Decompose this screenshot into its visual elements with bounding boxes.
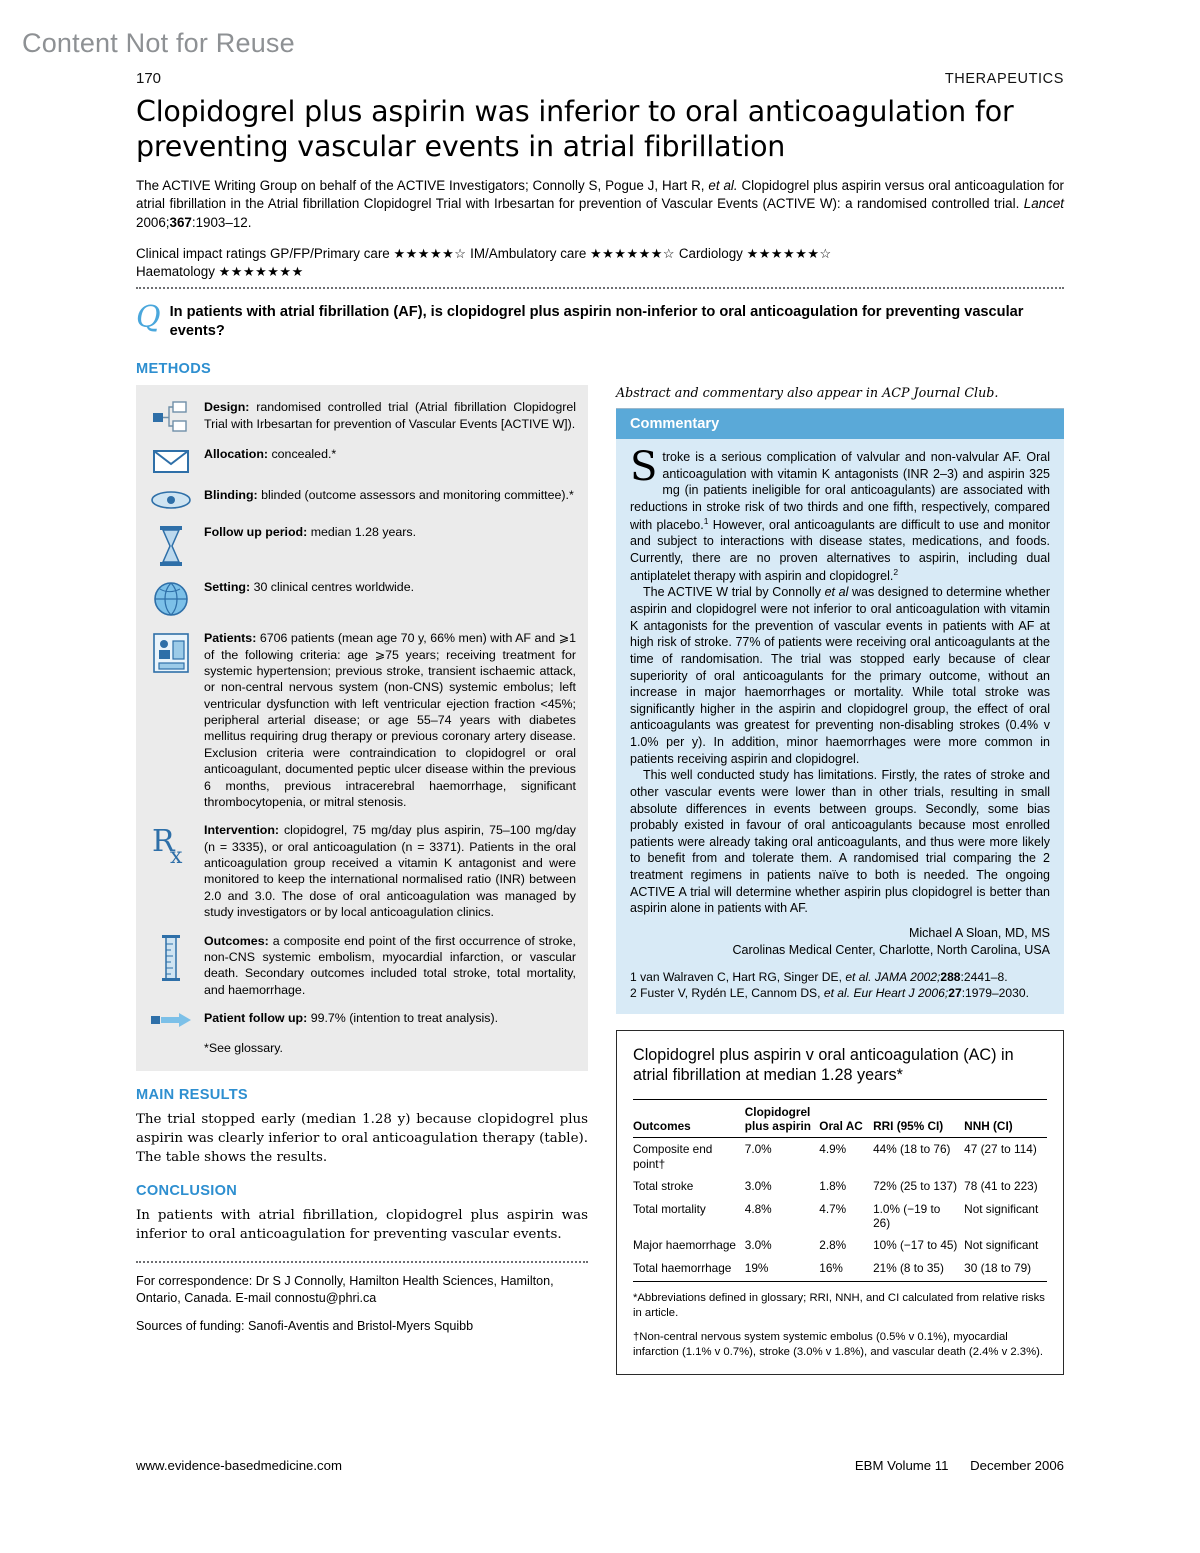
reference-item [630,985,1050,1001]
cell-clopidogrel: 7.0% [744,1142,772,1157]
methods-item [148,524,576,567]
methods-item-text [204,399,576,432]
reference-etal: et al. [845,969,872,984]
cell-outcome: Total haemorrhage [633,1257,745,1282]
main-results-heading: MAIN RESULTS [136,1087,248,1104]
methods-item [148,579,576,618]
results-table-title: Clopidogrel plus aspirin v oral anticoagulation (AC) in atrial fibrillation at median 1.28 years* [633,1045,1014,1084]
column-header-outcomes: Outcomes [633,1100,745,1138]
arrow-icon [148,1010,194,1029]
cell-oral-ac: 4.7% [819,1201,847,1216]
globe-icon [148,579,194,618]
svg-text:x: x [170,844,183,868]
footer-date: December 2006 [970,1458,1064,1473]
page-footer [136,1458,1064,1473]
cell-nnh: Not significant [964,1238,1039,1253]
prescription-icon [148,822,194,867]
divider-dotted-top [136,287,1064,289]
left-column [136,385,588,1346]
commentary-affiliation: Carolinas Medical Center, Charlotte, North Carolina, USA [732,942,1050,957]
running-header [136,70,1064,87]
commentary-references [616,959,1064,1002]
reference-number: 2 [630,986,637,1001]
methods-item-label: Intervention: [204,823,280,838]
impact-ratings [136,245,1064,281]
eye-icon [148,487,194,512]
cell-rri: 21% (8 to 35) [873,1257,964,1282]
commentary-ref-2: 2 [893,566,899,577]
methods-item-text [204,446,336,462]
rating-name-0: GP/FP/Primary care [269,246,390,262]
methods-footnote: *See glossary. [204,1041,283,1056]
table-header-row [633,1100,1047,1138]
methods-item [148,446,576,475]
reference-etal: et al. [823,986,851,1001]
methods-item-label: Patients: [204,631,257,646]
rating-stars-0: ★★★★★☆ [393,246,467,262]
ruler-icon [148,933,194,982]
footer-website: www.evidence-basedmedicine.com [136,1458,342,1473]
funding-text: Sources of funding: Sanofi-Aventis and Bristol-Myers Squibb [136,1319,474,1334]
cell-oral-ac: 16% [819,1257,873,1282]
methods-item [148,933,576,999]
conclusion-heading: CONCLUSION [136,1183,238,1200]
commentary-paragraph-3: This well conducted study has limitations. Firstly, the rates of stroke and other vascular events were lower than in other trials, resulting in small absolute differences in events between groups. Secondly, some bias probably existed in favour of oral anticoagulants because most enrolled patients were already taking oral anticoagulants, and thus were more likely to benefit from and tolerate them. A randomised trial comparing the 2 treatment regimens in patients naïve to both is needed. The ongoing ACTIVE A trial will determine whether aspirin plus clopidogrel is better than aspirin alone in patients with AF. [630,768,1050,916]
commentary-paragraph-1 [630,444,1050,584]
page-title: Clopidogrel plus aspirin was inferior to oral anticoagulation for preventing vascular events in atrial fibrillation [136,95,1014,163]
cell-clopidogrel: 3.0% [744,1238,772,1253]
reference-volume: 288 [940,969,961,984]
divider-dotted-bottom [136,1261,588,1263]
citation-part-4: :1903–12. [191,214,252,230]
methods-item-value: 99.7% (intention to treat analysis). [307,1011,499,1026]
methods-box [136,385,588,1071]
commentary-p1-text: troke is a serious complication of valvular and non-valvular AF. Oral anticoagulation with vitamin K antagonists (INR 2–3) and aspirin 325 mg (in patients ineligible for oral anticoagulants) are associated with reductions in stroke risk of two thirds and one fifth, respectively, compared with placebo. [630,450,1050,532]
question-mark-icon: Q [136,300,161,336]
reference-authors: van Walraven C, Hart RG, Singer DE, [640,969,846,984]
ratings-label: Clinical impact ratings [136,246,267,262]
table-row [633,1257,1047,1282]
reference-authors: Fuster V, Rydén LE, Cannom DS, [640,986,824,1001]
commentary-p2-a: The ACTIVE W trial by Connolly [643,585,825,600]
commentary-signature [616,917,1064,959]
commentary-paragraph-2 [630,584,1050,767]
rating-stars-2: ★★★★★★☆ [746,246,832,262]
commentary-author: Michael A Sloan, MD, MS [908,925,1050,940]
methods-item [148,822,576,920]
conclusion-text: In patients with atrial fibrillation, clopidogrel plus aspirin was inferior to oral anticoagulation for preventing vascular events. [136,1208,588,1243]
methods-item-value: blinded (outcome assessors and monitoring committee).* [257,488,574,503]
methods-item-text [204,1010,498,1026]
cell-oral-ac: 2.8% [819,1238,847,1253]
cell-rri: 72% (25 to 137) [873,1179,958,1194]
reference-number: 1 [630,969,637,984]
citation-part-1: The ACTIVE Writing Group on behalf of the ACTIVE Investigators; Connolly S, Pogue J, Hart R, [136,177,709,193]
citation-volume: 367 [169,214,192,230]
commentary-ref-1: 1 [703,515,709,526]
acp-note: Abstract and commentary also appear in ACP Journal Club. [616,385,999,401]
watermark-text: Content Not for Reuse [22,28,295,58]
methods-item [148,487,576,512]
commentary-p1-tail: However, oral anticoagulants are difficult to use and monitor and subject to interactions with disease states, medications, and foods. Currently, there are no proven alternatives to aspirin, including dual antiplatelet therapy with aspirin and clopidogrel. [630,517,1050,583]
methods-item-text [204,630,576,810]
hourglass-icon [148,524,194,567]
question-text: In patients with atrial fibrillation (AF), is clopidogrel plus aspirin non-inferior to oral anticoagulation for preventing vascular events? [169,304,1024,340]
methods-item-label: Patient follow up: [204,1011,308,1026]
column-header-rri: RRI (95% CI) [873,1100,964,1138]
patients-icon [148,630,194,675]
cell-outcome: Total mortality [633,1201,706,1216]
table-row [633,1175,1047,1197]
two-column-layout [136,385,1064,1375]
column-header-nnh: NNH (CI) [964,1100,1047,1138]
methods-item-value: 6706 patients (mean age 70 y, 66% men) with AF and ⩾1 of the following criteria: age ⩾75 years; receiving treatment for systemic hypertension; previous stroke, transient ischaemic attack, or non-central nervous system (non-CNS) systemic embolus; left ventricular dysfunction with left ventricular ejection fraction <45%; peripheral arterial disease; or age 55–74 years with diabetes mellitus requiring drug therapy or previous coronary artery disease. Exclusion criteria were contraindication to clopidogrel or oral anticoagulant, documented peptic ulcer disease within the previous 6 months, previous intracerebral haemorrhage, significant thrombocytopenia, or mitral stenosis. [204,631,576,809]
cell-rri: 1.0% (−19 to 26) [873,1201,941,1230]
commentary-panel [616,409,1064,1013]
rating-name-2: Cardiology [678,246,743,262]
table-row [633,1234,1047,1256]
footer-volume: EBM Volume 11 [854,1458,949,1473]
right-column [616,385,1064,1375]
methods-item-text [204,487,574,503]
table-note-1: *Abbreviations defined in glossary; RRI, NNH, and CI calculated from relative risks in article. [633,1292,1045,1320]
reference-journal: Eur Heart J 2006; [850,986,949,1001]
citation-journal: Lancet [1023,196,1064,212]
methods-item-text [204,933,576,999]
citation [136,177,1064,233]
methods-item-label: Design: [204,400,250,415]
column-header-oral-ac: Oral AC [819,1100,873,1138]
methods-item-text [204,524,416,540]
cell-nnh: 30 (18 to 79) [964,1257,1047,1282]
citation-part-3: 2006; [136,214,170,230]
correspondence-text: For correspondence: Dr S J Connolly, Hamilton Health Sciences, Hamilton, Ontario, Canada. E-mail connostu@phri.ca [136,1273,554,1305]
cell-outcome: Total stroke [633,1179,694,1194]
methods-item-text [204,822,576,920]
methods-item-label: Allocation: [204,447,269,462]
table-row [633,1198,1047,1235]
reference-pages: :1979–2030. [961,986,1029,1001]
methods-item-value: clopidogrel, 75 mg/day plus aspirin, 75–100 mg/day (n = 3335), or oral anticoagulation (n = 3371). Patients in the oral anticoagulation group received a vitamin K antagonist and were monitored to keep the international normalised ratio (INR) between 2.0 and 3.0. The dose of oral anticoagulation was managed by study investigators or by local anticoagulation clinics. [204,823,576,920]
flowchart-icon [148,399,194,434]
cell-nnh: Not significant [964,1201,1039,1216]
cell-clopidogrel: 19% [745,1257,820,1282]
cell-nnh: 78 (41 to 223) [964,1179,1038,1194]
cell-clopidogrel: 4.8% [744,1201,772,1216]
results-table-box [616,1030,1064,1376]
methods-heading: METHODS [136,361,212,378]
commentary-heading: Commentary [616,409,1064,439]
commentary-p2-italic: et al [824,585,849,600]
commentary-body [616,439,1064,917]
rating-name-3: Haematology [136,264,215,280]
rating-stars-1: ★★★★★★☆ [590,246,676,262]
reference-journal: JAMA 2002; [871,969,941,984]
methods-item-value: median 1.28 years. [307,525,417,540]
methods-item-value: concealed.* [268,447,337,462]
methods-item-value: randomised controlled trial (Atrial fibrillation Clopidogrel Trial with Irbesartan for prevention of Vascular Events [ACTIVE W]). [204,400,576,431]
page-number: 170 [136,70,162,87]
results-table [633,1099,1047,1282]
cell-oral-ac: 4.9% [819,1142,847,1157]
methods-item [148,1010,576,1029]
reference-item [630,969,1050,985]
rating-name-1: IM/Ambulatory care [470,246,587,262]
column-header-clopidogrel: Clopidogrel plus aspirin [745,1100,820,1138]
methods-item [148,399,576,434]
cell-rri: 10% (−17 to 45) [873,1238,958,1253]
footer-issue [837,1458,1064,1473]
commentary-p2-b: was designed to determine whether aspirin and clopidogrel were not inferior to oral anticoagulation with vitamin K antagonists for the prevention of vascular events in patients with AF at high risk of stroke. 77% of patients were receiving oral anticoagulants at the time of randomisation. The trial was stopped early because of clear superiority of oral anticoagulants for the primary outcome, without an increase in major haemorrhages or mortality. While total stroke was significantly higher in the aspirin and clopidogrel group, the effect of oral anticoagulants was greatest for preventing non-disabling strokes (0.4% v 1.0% per y). In addition, minor haemorrhages were more common in patients receiving aspirin and clopidogrel. [630,585,1050,766]
methods-item-label: Outcomes: [204,933,269,948]
methods-item-text [204,579,414,595]
methods-item-value: 30 clinical centres worldwide. [250,580,415,595]
cell-outcome: Major haemorrhage [633,1238,736,1253]
table-row [633,1138,1047,1175]
methods-item [148,630,576,810]
methods-item-label: Setting: [204,580,251,595]
envelope-icon [148,446,194,475]
cell-outcome: Composite end point† [633,1142,713,1171]
cell-rri: 44% (18 to 76) [873,1142,951,1157]
cell-oral-ac: 1.8% [819,1179,847,1194]
methods-item-label: Blinding: [204,488,258,503]
reference-pages: :2441–8. [960,969,1008,984]
rating-stars-3: ★★★★★★★ [218,264,304,280]
drop-cap: S [630,444,658,491]
citation-etal: et al. [708,177,738,193]
methods-item-label: Follow up period: [204,525,308,540]
main-results-text: The trial stopped early (median 1.28 y) because clopidogrel plus aspirin was clearly inferior to oral anticoagulation therapy (table). The table shows the results. [136,1112,588,1165]
clinical-question [136,300,1064,341]
article-content [136,70,1064,1375]
methods-item-value: a composite end point of the first occurrence of stroke, non-CNS systemic embolism, myocardial infarction, or vascular death. Secondary outcomes included total stroke, total mortality, and haemorrhage. [204,933,576,997]
cell-nnh: 47 (27 to 114) [964,1142,1037,1157]
svg-text:R: R [152,824,175,860]
table-note-2: †Non-central nervous system systemic embolus (0.5% v 0.1%), myocardial infarction (1.1% v 0.7%), stroke (3.0% v 1.8%), and vascular death (2.4% v 2.3%). [633,1331,1044,1359]
cell-clopidogrel: 3.0% [744,1179,772,1194]
reference-volume: 27 [948,986,962,1001]
section-label: THERAPEUTICS [944,71,1064,87]
citation-part-2: Clopidogrel plus aspirin versus oral anticoagulation for atrial fibrillation in the Atrial fibrillation Clopidogrel Trial with Irbesartan for prevention of Vascular Events (ACTIVE W): a randomised controlled trial. [136,177,1065,212]
